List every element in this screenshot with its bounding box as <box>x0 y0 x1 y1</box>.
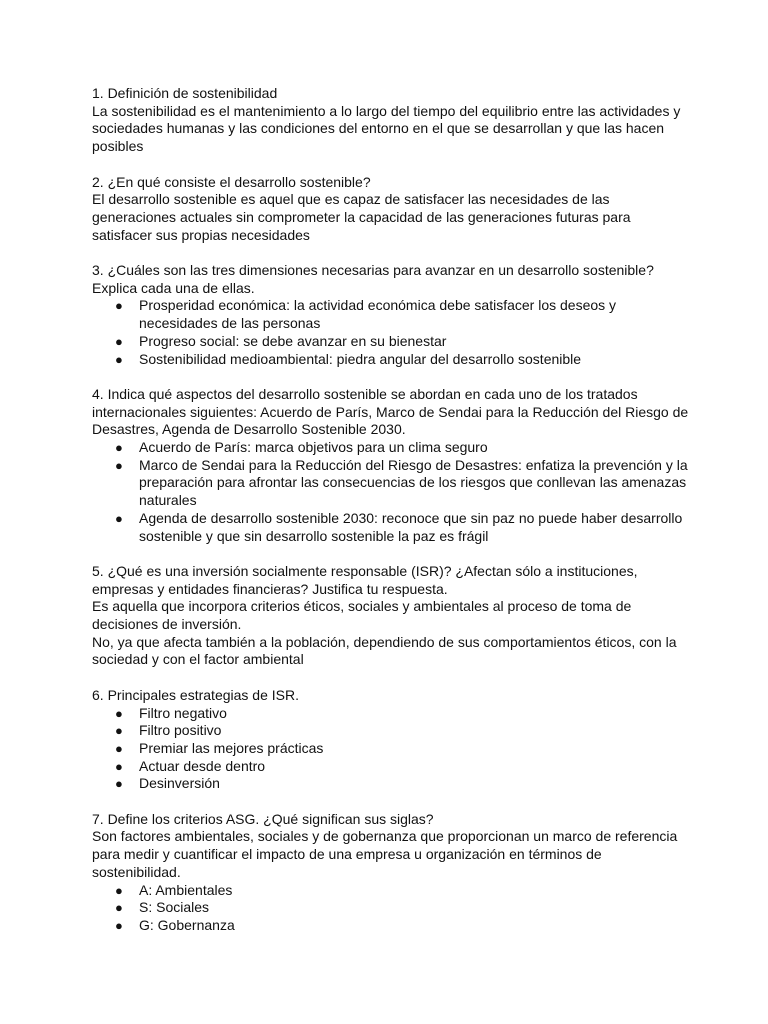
bullet-list <box>92 882 692 935</box>
bullet-icon: ● <box>115 758 123 774</box>
list-item <box>92 439 692 457</box>
list-item-text: Sostenibilidad medioambiental: piedra angular del desarrollo sostenible <box>139 350 582 367</box>
bullet-list <box>92 439 692 545</box>
list-item-text: Filtro negativo <box>139 704 227 721</box>
question: 4. Indica qué aspectos del desarrollo sostenible se abordan en cada uno de los tratados internacionales siguientes: Acuerdo de París, Marco de Sendai para la Reducción del Riesgo de Desastres, Agenda de Desarrollo Sostenible 2030. <box>92 385 689 438</box>
list-item-text: A: Ambientales <box>139 881 233 898</box>
document-page <box>92 85 692 952</box>
list-item-text: Prosperidad económica: la actividad económica debe satisfacer los deseos y necesidades de las personas <box>139 297 617 332</box>
bullet-list <box>92 297 692 368</box>
list-item-text: Marco de Sendai para la Reducción del Riesgo de Desastres: enfatiza la prevención y la preparación para afrontar las consecuencias de los riesgos que conllevan las amenazas naturales <box>139 456 688 509</box>
list-item-text: Agenda de desarrollo sostenible 2030: reconoce que sin paz no puede haber desarrollo sostenible y que sin desarrollo sostenible la paz es frágil <box>139 509 683 544</box>
list-item-text: Premiar las mejores prácticas <box>139 739 324 756</box>
list-item <box>92 457 692 510</box>
section-2 <box>92 174 692 245</box>
list-item <box>92 775 692 793</box>
bullet-icon: ● <box>115 333 123 349</box>
section-3 <box>92 262 692 368</box>
section-5 <box>92 563 692 669</box>
list-item <box>92 722 692 740</box>
list-item-text: Actuar desde dentro <box>139 757 266 774</box>
answer: Son factores ambientales, sociales y de gobernanza que proporcionan un marco de referencia para medir y cuantificar el impacto de una empresa u organización en términos de sostenibilidad. <box>92 828 678 880</box>
bullet-icon: ● <box>115 440 123 456</box>
question: 3. ¿Cuáles son las tres dimensiones necesarias para avanzar en un desarrollo sostenible? Explica cada una de ellas. <box>92 262 654 296</box>
section-7 <box>92 811 692 935</box>
section-6 <box>92 687 692 793</box>
list-item-text: Acuerdo de París: marca objetivos para un clima seguro <box>139 439 488 456</box>
bullet-icon: ● <box>115 776 123 792</box>
list-item <box>92 740 692 758</box>
list-item <box>92 510 692 545</box>
bullet-icon: ● <box>115 351 123 367</box>
answer: La sostenibilidad es el mantenimiento a lo largo del tiempo del equilibrio entre las actividades y sociedades humanas y las condiciones del entorno en el que se desarrollan y que las hacen posibles <box>92 102 681 155</box>
list-item-text: Progreso social: se debe avanzar en su bienestar <box>139 332 447 349</box>
bullet-icon: ● <box>115 723 123 739</box>
answer: No, ya que afecta también a la población, dependiendo de sus comportamientos éticos, con la sociedad y con el factor ambiental <box>92 633 677 668</box>
list-item-text: Filtro positivo <box>139 722 222 739</box>
list-item-text: G: Gobernanza <box>139 916 235 933</box>
bullet-icon: ● <box>115 900 123 916</box>
list-item <box>92 297 692 332</box>
question: 5. ¿Qué es una inversión socialmente responsable (ISR)? ¿Afectan sólo a instituciones, empresas y entidades financieras? Justifica tu respuesta. <box>92 562 638 597</box>
section-1 <box>92 85 692 156</box>
list-item <box>92 351 692 369</box>
bullet-list <box>92 705 692 794</box>
question: 2. ¿En qué consiste el desarrollo sostenible? <box>92 173 371 190</box>
bullet-icon: ● <box>115 740 123 756</box>
bullet-icon: ● <box>115 882 123 898</box>
list-item-text: S: Sociales <box>139 899 210 916</box>
question: 7. Define los criterios ASG. ¿Qué significan sus siglas? <box>92 810 434 827</box>
list-item <box>92 705 692 723</box>
question: 6. Principales estrategias de ISR. <box>92 686 299 703</box>
bullet-icon: ● <box>115 457 123 473</box>
list-item-text: Desinversión <box>139 775 220 792</box>
list-item <box>92 882 692 900</box>
question: 1. Definición de sostenibilidad <box>92 85 278 101</box>
answer: El desarrollo sostenible es aquel que es capaz de satisfacer las necesidades de las generaciones actuales sin comprometer la capacidad de las generaciones futuras para satisfacer sus propias necesidades <box>92 191 631 243</box>
list-item <box>92 899 692 917</box>
answer: Es aquella que incorpora criterios éticos, sociales y ambientales al proceso de toma de decisiones de inversión. <box>92 598 632 633</box>
bullet-icon: ● <box>115 705 123 721</box>
section-4 <box>92 386 692 545</box>
bullet-icon: ● <box>115 917 123 933</box>
bullet-icon: ● <box>115 510 123 526</box>
list-item <box>92 917 692 935</box>
list-item <box>92 758 692 776</box>
bullet-icon: ● <box>115 298 123 314</box>
list-item <box>92 333 692 351</box>
